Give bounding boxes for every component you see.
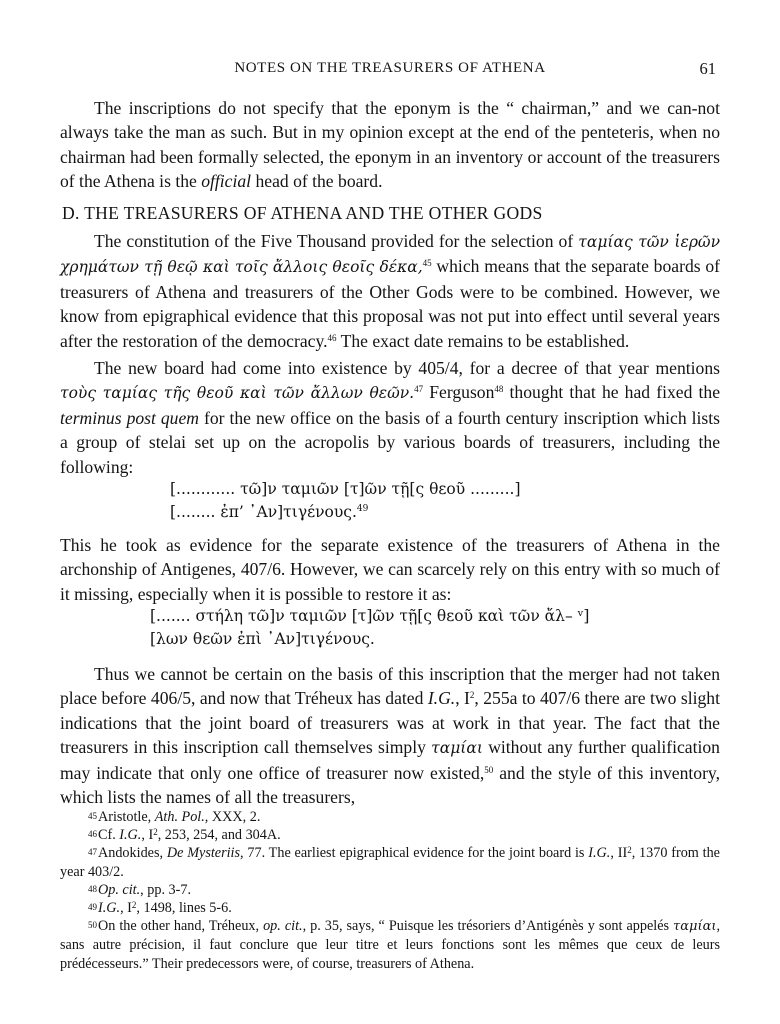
edition-superscript: 2 [153, 827, 158, 838]
paragraph-1 [60, 96, 720, 194]
greek-phrase: ταμίαι [431, 739, 483, 758]
edition-superscript: 2 [627, 845, 632, 856]
running-head [60, 56, 720, 82]
italic-run: I.G. [119, 827, 142, 844]
edition-superscript: 2 [469, 690, 475, 701]
inscription-1-line-2 [170, 501, 690, 524]
running-title: NOTES ON THE TREASURERS OF ATHENA [234, 60, 546, 76]
italic-run: Ath. Pol. [154, 809, 205, 825]
text-run: thought that he had fixed the [503, 382, 720, 403]
footnote-number: 49 [88, 902, 97, 913]
inscription-text: [....... στήλη τῶ]ν ταμιῶν [τ]ῶν τῇ[ς θεοῦ καὶ τῶν ἄλ– ᵛ] [150, 607, 590, 625]
paragraph-5 [60, 662, 720, 809]
paragraph-3 [60, 356, 720, 479]
italic-run: I.G. [427, 688, 456, 709]
inscription-1-line-1 [170, 478, 690, 501]
text-run: for the new office on the basis of a fourth century inscription which lists a group of stelai set up on the acropolis by various boards of treasurers, including the following: [60, 407, 721, 477]
footnote-ref: 47 [414, 384, 424, 395]
text-run: The constitution of the Five Thousand provided for the selection of [94, 231, 579, 251]
italic-run: official [201, 171, 252, 192]
text-run: The exact date remains to be established. [336, 330, 630, 351]
text-run: , 1370 from the year 403/2. [60, 845, 720, 880]
footnote-ref: 45 [422, 258, 432, 269]
text-run: Aristotle, [98, 809, 155, 825]
text-run: , I [120, 900, 132, 917]
paragraph-4 [60, 533, 720, 606]
section-heading: D. THE TREASURERS OF ATHENA AND THE OTHER GODS [62, 203, 543, 223]
text-run: , 77. The earliest epigraphical evidence for the joint board is [240, 845, 589, 862]
footnote-46 [60, 826, 720, 844]
text-run: Thus we cannot be certain on the basis of this inscription that the merger had not taken place before 406/5, and now that Tréheux has dated [60, 664, 720, 709]
italic-run: Op. cit. [98, 881, 141, 898]
italic-run: I.G. [98, 900, 121, 917]
text-run: , p. 35, says, “ Puisque les trésoriers d’Antigénès y sont appelés [302, 918, 674, 935]
inscription-2-line-2 [150, 628, 710, 651]
greek-phrase: τοὺς ταμίας τῆς θεοῦ καὶ τῶν ἄλλων θεῶν. [60, 384, 415, 403]
italic-run: op. cit. [263, 918, 303, 935]
text-run: The new board had come into existence by 405/4, for a decree of that year mentions [94, 358, 720, 378]
footnote-ref: 48 [494, 384, 504, 395]
text-run: head of the board. [251, 171, 383, 192]
edition-superscript: 2 [131, 900, 137, 911]
text-run: On the other hand, Tréheux, [98, 918, 264, 935]
inscription-text: [........ ἐπ’ ᾿Αν]τιγένους. [170, 503, 357, 521]
italic-run: De Mysteriis [166, 845, 241, 862]
paragraph-4-text: This he took as evidence for the separate existence of the treasurers of Athena in the archonship of Antigenes, 407/6. However, we can scarcely rely on this entry with so much of it missing, especially when it is possible to restore it as: [60, 535, 720, 604]
text-run: , 255a to 407/6 there are two slight indications that the joint board of treasurers was at work in that year. The fact that the treasurers in this inscription call themselves simply [60, 688, 720, 758]
page-number: 61 [699, 59, 716, 78]
footnote-50 [60, 917, 720, 973]
footnote-number: 47 [88, 847, 97, 858]
greek-phrase: ταμίας τῶν ἱερῶν χρημάτων τῇ θεῷ καὶ τοῖς ἄλλοις θεοῖς δέκα, [60, 233, 720, 277]
inscription-1 [170, 478, 690, 524]
section-heading-block [60, 201, 720, 225]
footnote-ref: 49 [356, 504, 369, 514]
footnotes [60, 808, 720, 973]
text-run: without any further qualification may indicate that only one office of treasurer now existed, [60, 737, 720, 783]
text-run: The inscriptions do not specify that the eponym is the “ chairman,” and we can-not always take the man as such. But in my opinion except at the end of the penteteris, when no chairman had been formally selected, the eponym in an inventory or account of the treasurers of the Athena is the [60, 98, 720, 192]
paragraph-5-text [60, 662, 720, 809]
text-run: Ferguson [423, 382, 495, 403]
text-run: , sans autre précision, il faut conclure que leur titre et leurs fonctions sont les mêmes que ceux de leurs prédécesseurs.” Their predecessors were, of course, treasurers of Athena. [60, 918, 720, 972]
paragraph-3-text [60, 356, 720, 479]
inscription-2 [150, 605, 710, 651]
text-run: which means that the separate boards of treasurers of Athena and treasurers of the Other Gods were to be combined. However, we know from epigraphical evidence that this proposal was not put into effect until several years after the restoration of the democracy. [60, 256, 720, 351]
italic-run: I.G. [588, 845, 611, 862]
footnote-47 [60, 844, 720, 880]
footnote-48 [60, 881, 720, 899]
text-run: , 253, 254, and 304A. [157, 827, 281, 844]
footnote-45 [60, 808, 720, 826]
inscription-2-line-1 [150, 605, 710, 628]
text-run: and the style of this inventory, which lists the names of all the treasurers, [60, 762, 720, 808]
paragraph-2 [60, 229, 720, 353]
footnote-number: 48 [88, 883, 97, 894]
footnote-number: 45 [88, 811, 97, 821]
footnote-49 [60, 899, 720, 917]
text-run: , 1498, lines 5-6. [136, 900, 232, 917]
italic-run: terminus post quem [60, 407, 199, 428]
footnote-number: 46 [88, 829, 97, 840]
text-run: , pp. 3-7. [140, 881, 192, 898]
paragraph-2-text [60, 229, 720, 353]
text-run: Andokides, [98, 845, 167, 862]
inscription-text: [λων θεῶν ἐπὶ ᾿Αν]τιγένους. [150, 630, 375, 648]
text-run: , I [455, 688, 470, 709]
footnote-ref: 46 [327, 332, 337, 343]
greek-phrase: ταμίαι [673, 919, 717, 935]
text-run: , I [141, 827, 154, 844]
text-run: Cf. [98, 827, 120, 844]
footnote-ref: 50 [484, 764, 494, 775]
text-run: , II [610, 845, 628, 862]
inscription-text: [............ τῶ]ν ταμιῶν [τ]ῶν τῇ[ς θεοῦ .........] [170, 480, 521, 498]
footnote-number: 50 [88, 920, 97, 931]
text-run: , XXX, 2. [204, 809, 261, 825]
paragraph-1-text [60, 96, 720, 194]
